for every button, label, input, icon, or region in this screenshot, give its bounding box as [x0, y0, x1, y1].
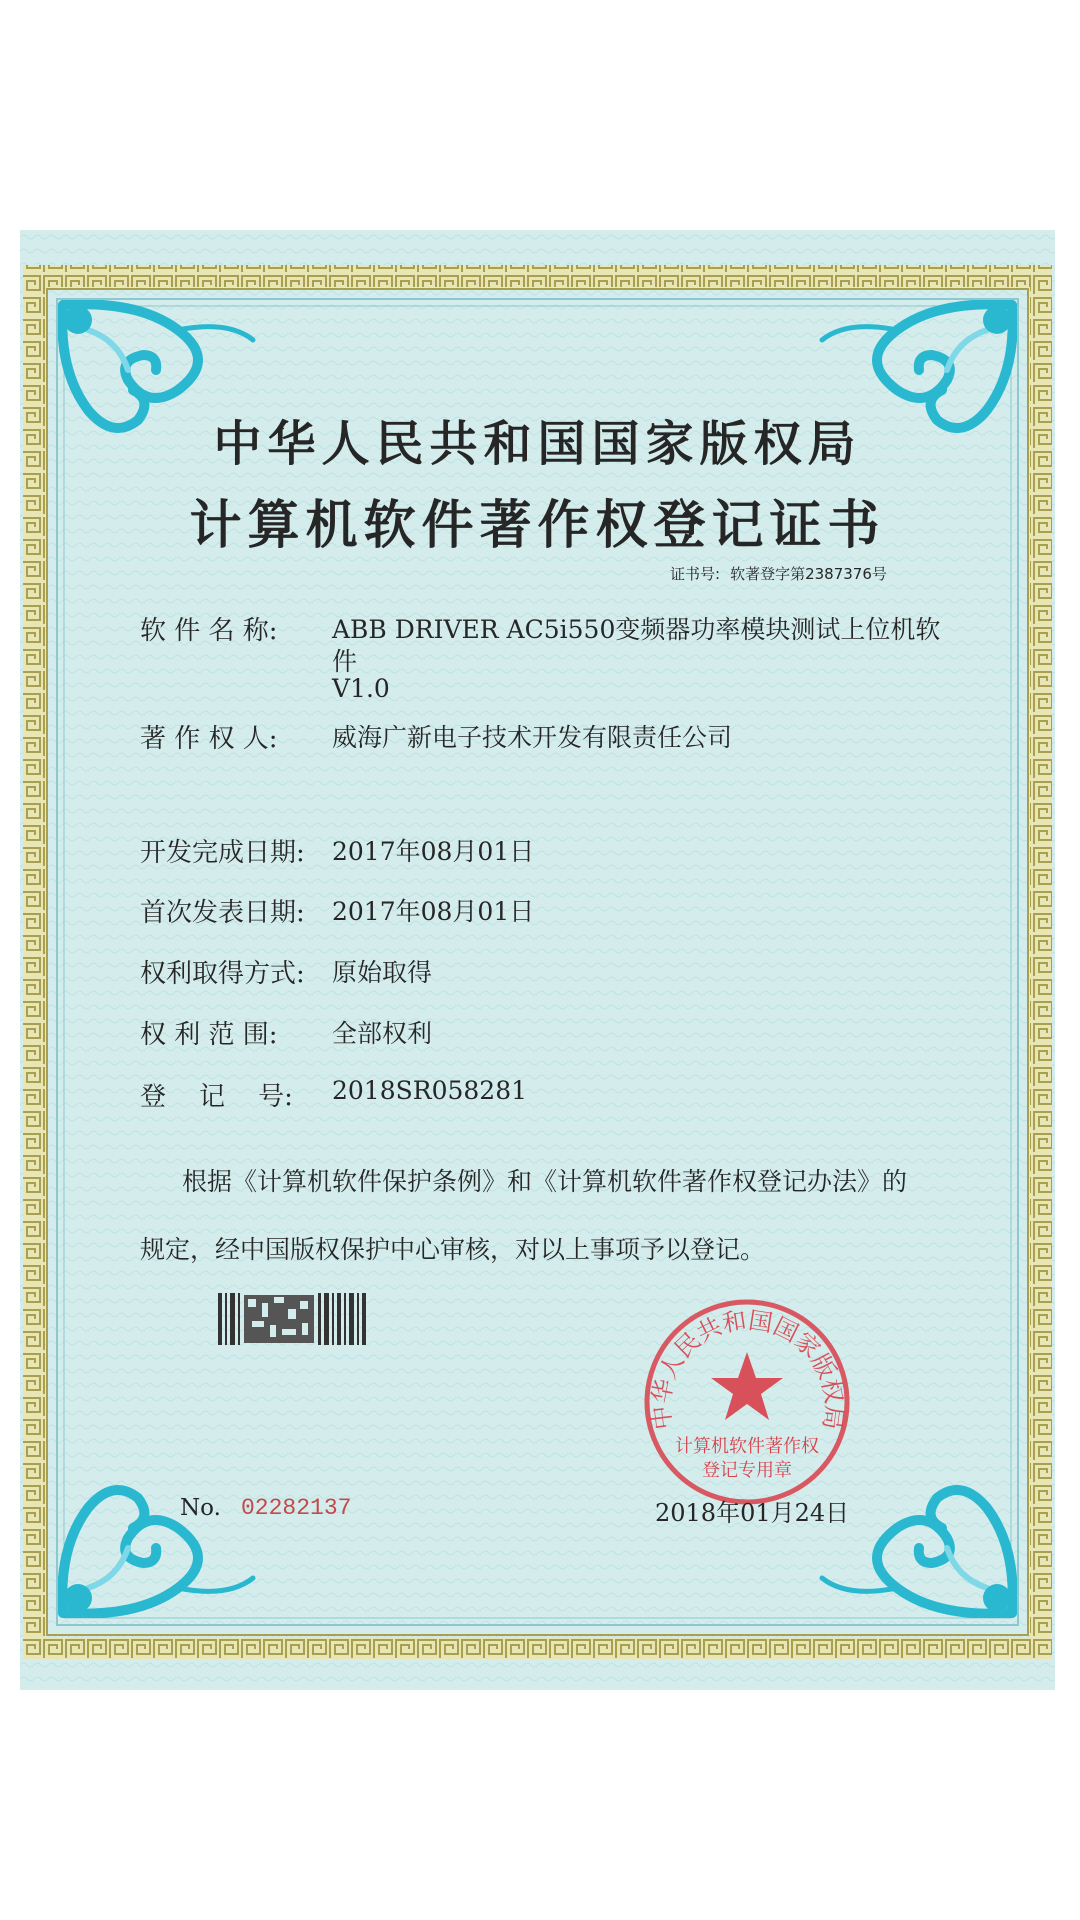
seal-outer-text: 中华人民共和国国家版权局 [646, 1306, 849, 1432]
field-label-rights-scope: 权 利 范 围: [140, 1020, 278, 1050]
seal-inner-line-1: 计算机软件著作权 [675, 1436, 819, 1457]
certificate [20, 230, 1055, 1690]
certificate-number-value: 软著登字第2387376号 [730, 565, 887, 583]
certificate-title: 计算机软件著作权登记证书 [189, 495, 886, 556]
serial-number-label: No. [180, 1495, 221, 1521]
statement-line-2: 规定，经中国版权保护中心审核，对以上事项予以登记。 [140, 1235, 766, 1264]
official-seal [635, 1290, 860, 1515]
field-value-software-name-line2: 件 [332, 647, 358, 676]
field-label-software-name: 软 件 名 称: [140, 616, 278, 646]
field-value-registration-number: 2018SR058281 [332, 1076, 528, 1105]
barcode-image [218, 1293, 368, 1345]
field-value-rights-scope: 全部权利 [332, 1019, 433, 1048]
field-label-publish-date: 首次发表日期: [140, 898, 305, 928]
issue-date: 2018年01月24日 [655, 1499, 850, 1527]
field-label-registration-number: 登 记 号: [140, 1082, 293, 1112]
field-value-copyright-owner: 威海广新电子技术开发有限责任公司 [332, 723, 733, 752]
field-value-acquisition-method: 原始取得 [332, 958, 433, 987]
field-label-copyright-owner: 著 作 权 人: [140, 724, 278, 754]
certificate-number-label: 证书号: [670, 565, 721, 583]
corner-ornament-bottom-left [58, 1468, 258, 1618]
statement-line-1: 根据《计算机软件保护条例》和《计算机软件著作权登记办法》的 [182, 1167, 908, 1196]
seal-inner-line-2: 登记专用章 [702, 1460, 792, 1481]
field-value-software-version: V1.0 [332, 674, 390, 703]
field-value-completion-date: 2017年08月01日 [332, 837, 535, 866]
field-value-software-name: ABB DRIVER AC5i550变频器功率模块测试上位机软 [332, 615, 941, 644]
field-value-publish-date: 2017年08月01日 [332, 897, 535, 926]
field-label-acquisition-method: 权利取得方式: [140, 959, 305, 989]
field-label-completion-date: 开发完成日期: [140, 838, 305, 868]
issuing-authority-title: 中华人民共和国国家版权局 [213, 416, 862, 472]
certificate-number [670, 563, 887, 584]
serial-number-value: 02282137 [241, 1495, 352, 1521]
